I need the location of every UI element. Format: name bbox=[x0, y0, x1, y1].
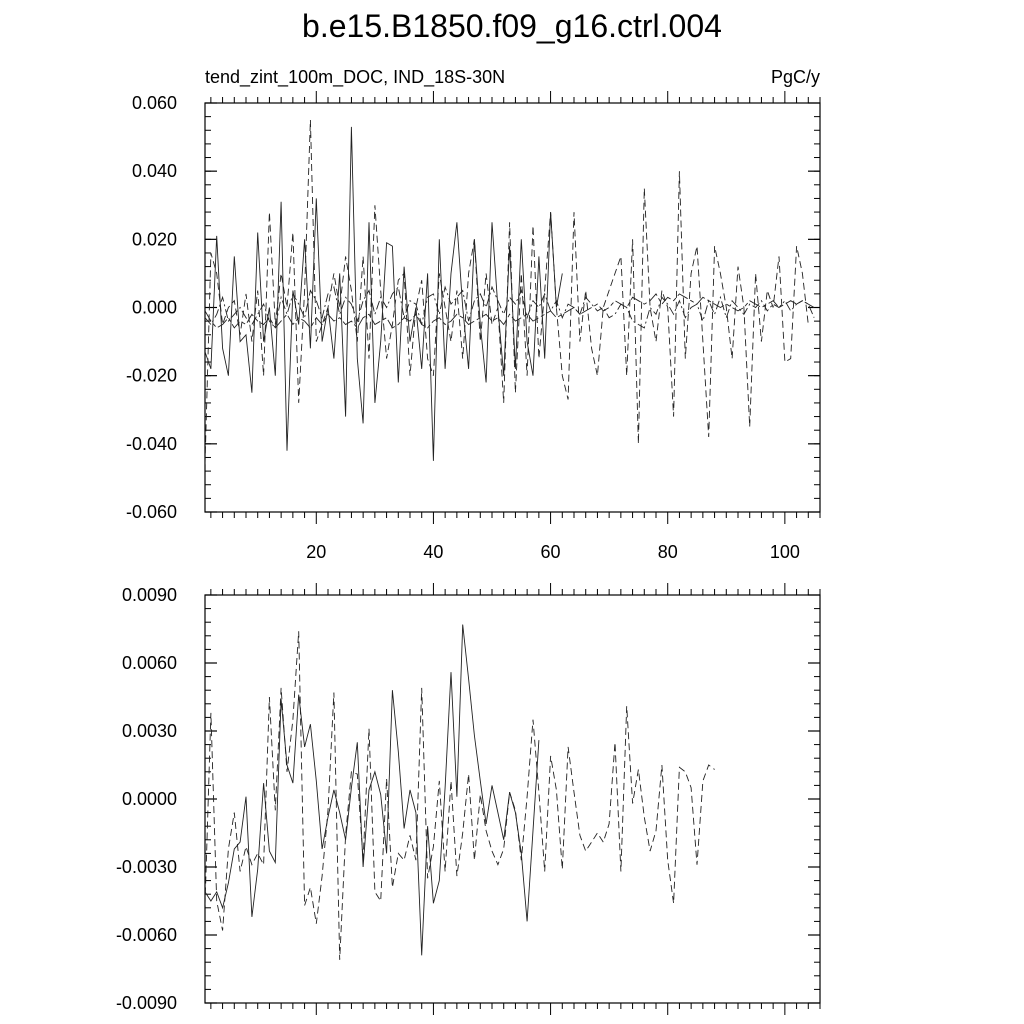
series-line-dash bbox=[205, 120, 808, 464]
x-tick-label: 80 bbox=[657, 542, 678, 562]
x-tick-label: 100 bbox=[769, 542, 800, 562]
y-tick-label: 0.0090 bbox=[121, 585, 177, 605]
y-tick-label: 0.0000 bbox=[121, 789, 177, 809]
x-tick-label: 40 bbox=[423, 542, 444, 562]
y-tick-label: 0.0060 bbox=[121, 653, 177, 673]
variable-label: tend_zint_100m_DOC, IND_18S-30N bbox=[205, 67, 506, 87]
chart-title: b.e15.B1850.f09_g16.ctrl.004 bbox=[302, 8, 722, 44]
series-line-solid bbox=[205, 127, 562, 461]
y-tick-label: -0.0090 bbox=[115, 993, 177, 1013]
y-tick-label: 0.060 bbox=[131, 93, 177, 113]
y-tick-label: 0.020 bbox=[131, 229, 177, 250]
y-tick-label: -0.040 bbox=[125, 433, 177, 454]
units-label: PgC/y bbox=[770, 67, 820, 87]
y-tick-label: 0.0030 bbox=[121, 721, 177, 741]
series-line-solid bbox=[205, 625, 539, 956]
y-tick-label: -0.0060 bbox=[115, 925, 177, 945]
y-tick-label: 0.000 bbox=[131, 297, 177, 318]
series-line-dashdot bbox=[205, 287, 814, 328]
x-tick-label: 20 bbox=[306, 542, 327, 562]
y-tick-label: 0.040 bbox=[131, 161, 177, 182]
x-tick-label: 60 bbox=[540, 542, 561, 562]
y-tick-label: -0.020 bbox=[125, 365, 177, 386]
y-tick-label: -0.0030 bbox=[115, 857, 177, 877]
plot-frame bbox=[205, 595, 820, 1003]
series-line-dash bbox=[205, 631, 715, 960]
bottom-panel bbox=[116, 583, 820, 1015]
top-panel bbox=[126, 91, 820, 562]
y-tick-label: -0.060 bbox=[125, 502, 177, 522]
